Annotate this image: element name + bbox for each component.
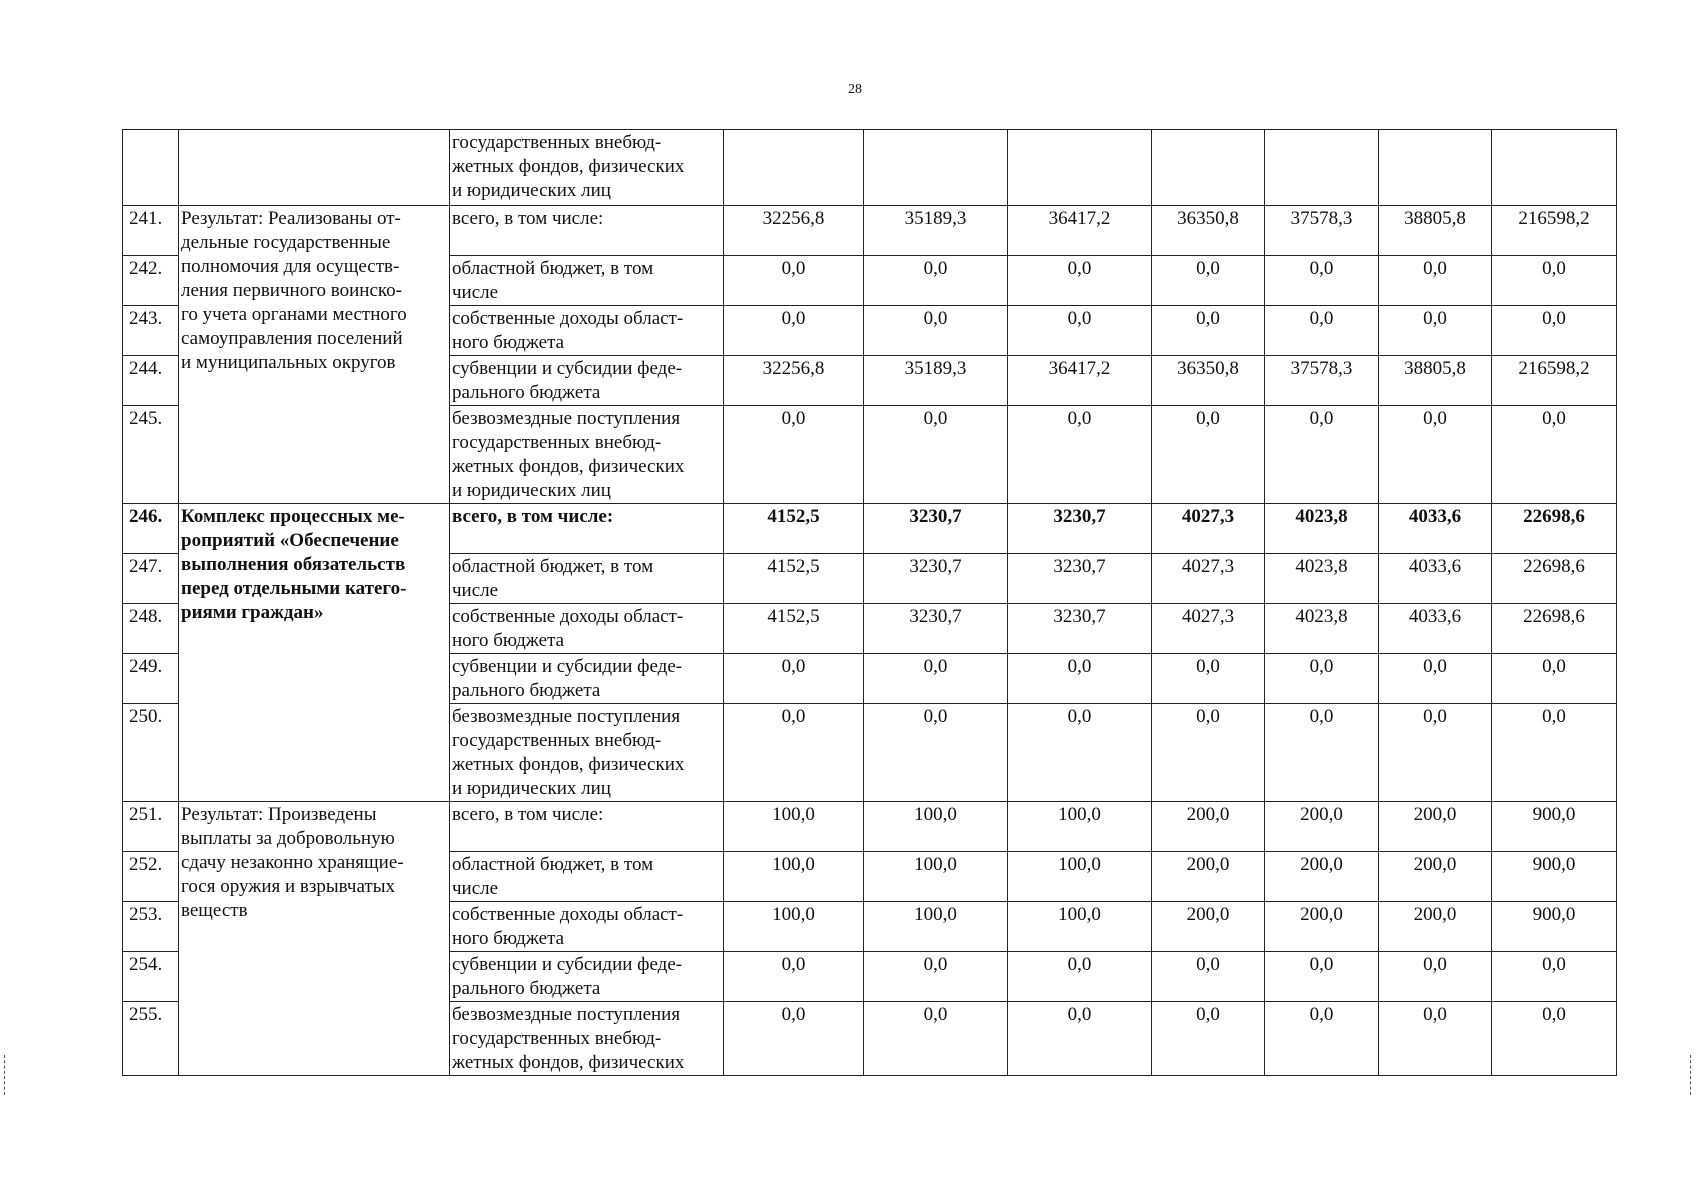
value-cell: 0,0 (864, 704, 1008, 802)
source-cell: безвозмездные поступления государственных внебюд- жетных фондов, физических и юридических лиц (450, 704, 724, 802)
value-cell: 3230,7 (1008, 554, 1152, 604)
value-cell: 216598,2 (1492, 206, 1617, 256)
scan-edge-mark (4, 1055, 8, 1095)
value-cell: 35189,3 (864, 356, 1008, 406)
row-number-cell: 246. (123, 504, 179, 554)
value-cell: 0,0 (1492, 256, 1617, 306)
value-cell: 3230,7 (1008, 504, 1152, 554)
value-cell: 0,0 (1152, 406, 1265, 504)
source-cell: собственные доходы област- ного бюджета (450, 604, 724, 654)
value-cell: 0,0 (1492, 1002, 1617, 1076)
value-cell: 100,0 (864, 852, 1008, 902)
value-cell: 200,0 (1265, 902, 1379, 952)
value-cell: 0,0 (1492, 306, 1617, 356)
value-cell: 100,0 (724, 802, 864, 852)
value-cell: 0,0 (1265, 952, 1379, 1002)
value-cell: 22698,6 (1492, 554, 1617, 604)
value-cell: 0,0 (724, 1002, 864, 1076)
value-cell: 3230,7 (864, 504, 1008, 554)
row-number-cell: 250. (123, 704, 179, 802)
value-cell: 0,0 (1152, 256, 1265, 306)
value-cell: 32256,8 (724, 206, 864, 256)
source-cell: всего, в том числе: (450, 206, 724, 256)
value-cell: 0,0 (864, 654, 1008, 704)
value-cell: 35189,3 (864, 206, 1008, 256)
table-row (123, 802, 1617, 852)
value-cell: 0,0 (1152, 704, 1265, 802)
value-cell: 0,0 (1379, 306, 1492, 356)
value-cell: 0,0 (724, 406, 864, 504)
value-cell: 0,0 (1379, 406, 1492, 504)
value-cell: 0,0 (1152, 306, 1265, 356)
value-cell: 4152,5 (724, 604, 864, 654)
value-cell: 4023,8 (1265, 604, 1379, 654)
group-title-cell (179, 130, 450, 206)
value-cell: 3230,7 (864, 554, 1008, 604)
value-cell (724, 130, 864, 206)
value-cell: 0,0 (1265, 704, 1379, 802)
source-cell: субвенции и субсидии феде- рального бюджета (450, 356, 724, 406)
value-cell: 0,0 (1008, 704, 1152, 802)
value-cell: 0,0 (1008, 952, 1152, 1002)
value-cell: 36417,2 (1008, 356, 1152, 406)
value-cell (1492, 130, 1617, 206)
value-cell: 4033,6 (1379, 604, 1492, 654)
value-cell: 0,0 (1265, 654, 1379, 704)
source-cell: безвозмездные поступления государственных внебюд- жетных фондов, физических (450, 1002, 724, 1076)
value-cell: 0,0 (1008, 256, 1152, 306)
row-number-cell (123, 130, 179, 206)
row-number-cell: 248. (123, 604, 179, 654)
value-cell (864, 130, 1008, 206)
value-cell: 0,0 (864, 306, 1008, 356)
value-cell: 0,0 (1008, 654, 1152, 704)
budget-table (122, 129, 1617, 1076)
group-title-cell: Результат: Реализованы от- дельные государственные полномочия для осуществ- ления первичного воинско- го учета органами местного самоуправления поселений и муниципальных округов (179, 206, 450, 504)
value-cell: 4152,5 (724, 504, 864, 554)
row-number-cell: 241. (123, 206, 179, 256)
value-cell: 0,0 (1265, 406, 1379, 504)
value-cell: 4033,6 (1379, 504, 1492, 554)
page-number: 28 (848, 82, 862, 97)
source-cell: всего, в том числе: (450, 802, 724, 852)
source-cell: областной бюджет, в том числе (450, 852, 724, 902)
table-row (123, 206, 1617, 256)
value-cell: 216598,2 (1492, 356, 1617, 406)
value-cell: 0,0 (1492, 704, 1617, 802)
value-cell: 36417,2 (1008, 206, 1152, 256)
value-cell: 0,0 (1379, 256, 1492, 306)
value-cell: 0,0 (1008, 1002, 1152, 1076)
source-cell: собственные доходы област- ного бюджета (450, 902, 724, 952)
value-cell: 900,0 (1492, 852, 1617, 902)
row-number-cell: 249. (123, 654, 179, 704)
row-number-cell: 255. (123, 1002, 179, 1076)
value-cell: 0,0 (1152, 1002, 1265, 1076)
value-cell: 0,0 (724, 306, 864, 356)
group-title-cell: Комплекс процессных ме- роприятий «Обеспечение выполнения обязательств перед отдельными катего- риями граждан» (179, 504, 450, 802)
source-cell: собственные доходы област- ного бюджета (450, 306, 724, 356)
value-cell: 900,0 (1492, 802, 1617, 852)
source-cell: субвенции и субсидии феде- рального бюджета (450, 952, 724, 1002)
value-cell: 200,0 (1379, 902, 1492, 952)
value-cell: 200,0 (1152, 902, 1265, 952)
value-cell: 4033,6 (1379, 554, 1492, 604)
value-cell: 0,0 (1152, 952, 1265, 1002)
value-cell: 0,0 (724, 952, 864, 1002)
value-cell: 200,0 (1152, 802, 1265, 852)
value-cell: 100,0 (1008, 802, 1152, 852)
value-cell: 0,0 (1379, 1002, 1492, 1076)
value-cell: 0,0 (1379, 952, 1492, 1002)
value-cell: 0,0 (864, 406, 1008, 504)
value-cell: 0,0 (724, 256, 864, 306)
value-cell: 38805,8 (1379, 356, 1492, 406)
row-number-cell: 242. (123, 256, 179, 306)
value-cell: 4023,8 (1265, 554, 1379, 604)
table-row (123, 504, 1617, 554)
value-cell: 4027,3 (1152, 604, 1265, 654)
value-cell: 200,0 (1152, 852, 1265, 902)
row-number-cell: 243. (123, 306, 179, 356)
row-number-cell: 254. (123, 952, 179, 1002)
value-cell: 200,0 (1265, 802, 1379, 852)
row-number-cell: 253. (123, 902, 179, 952)
continuation-row (123, 130, 1617, 206)
value-cell: 36350,8 (1152, 206, 1265, 256)
value-cell: 0,0 (1492, 654, 1617, 704)
value-cell (1379, 130, 1492, 206)
value-cell: 100,0 (1008, 902, 1152, 952)
value-cell (1152, 130, 1265, 206)
value-cell: 0,0 (1008, 406, 1152, 504)
source-cell: областной бюджет, в том числе (450, 256, 724, 306)
value-cell: 100,0 (724, 902, 864, 952)
table-body (123, 130, 1617, 1076)
value-cell: 0,0 (724, 704, 864, 802)
row-number-cell: 247. (123, 554, 179, 604)
value-cell: 0,0 (724, 654, 864, 704)
value-cell: 4027,3 (1152, 554, 1265, 604)
value-cell: 0,0 (1265, 256, 1379, 306)
value-cell: 0,0 (864, 256, 1008, 306)
row-number-cell: 251. (123, 802, 179, 852)
value-cell: 32256,8 (724, 356, 864, 406)
value-cell: 4023,8 (1265, 504, 1379, 554)
value-cell: 0,0 (1152, 654, 1265, 704)
source-cell: безвозмездные поступления государственных внебюд- жетных фондов, физических и юридических лиц (450, 406, 724, 504)
source-cell: областной бюджет, в том числе (450, 554, 724, 604)
source-cell: государственных внебюд- жетных фондов, физических и юридических лиц (450, 130, 724, 206)
value-cell (1008, 130, 1152, 206)
value-cell: 4152,5 (724, 554, 864, 604)
value-cell: 22698,6 (1492, 504, 1617, 554)
value-cell: 0,0 (1492, 952, 1617, 1002)
value-cell: 0,0 (1379, 654, 1492, 704)
value-cell: 200,0 (1265, 852, 1379, 902)
value-cell: 38805,8 (1379, 206, 1492, 256)
value-cell: 36350,8 (1152, 356, 1265, 406)
value-cell (1265, 130, 1379, 206)
row-number-cell: 244. (123, 356, 179, 406)
value-cell: 100,0 (1008, 852, 1152, 902)
source-cell: субвенции и субсидии феде- рального бюджета (450, 654, 724, 704)
value-cell: 22698,6 (1492, 604, 1617, 654)
value-cell: 900,0 (1492, 902, 1617, 952)
group-title-cell: Результат: Произведены выплаты за добровольную сдачу незаконно хранящие- гося оружия и взрывчатых веществ (179, 802, 450, 1076)
value-cell: 4027,3 (1152, 504, 1265, 554)
value-cell: 200,0 (1379, 852, 1492, 902)
value-cell: 0,0 (864, 952, 1008, 1002)
value-cell: 0,0 (1265, 1002, 1379, 1076)
value-cell: 37578,3 (1265, 206, 1379, 256)
value-cell: 0,0 (1492, 406, 1617, 504)
value-cell: 100,0 (864, 902, 1008, 952)
row-number-cell: 245. (123, 406, 179, 504)
value-cell: 200,0 (1379, 802, 1492, 852)
value-cell: 0,0 (1265, 306, 1379, 356)
value-cell: 0,0 (1008, 306, 1152, 356)
value-cell: 0,0 (1379, 704, 1492, 802)
value-cell: 100,0 (724, 852, 864, 902)
row-number-cell: 252. (123, 852, 179, 902)
scan-edge-mark (1690, 1055, 1694, 1095)
value-cell: 3230,7 (864, 604, 1008, 654)
value-cell: 3230,7 (1008, 604, 1152, 654)
source-cell: всего, в том числе: (450, 504, 724, 554)
value-cell: 37578,3 (1265, 356, 1379, 406)
value-cell: 100,0 (864, 802, 1008, 852)
value-cell: 0,0 (864, 1002, 1008, 1076)
